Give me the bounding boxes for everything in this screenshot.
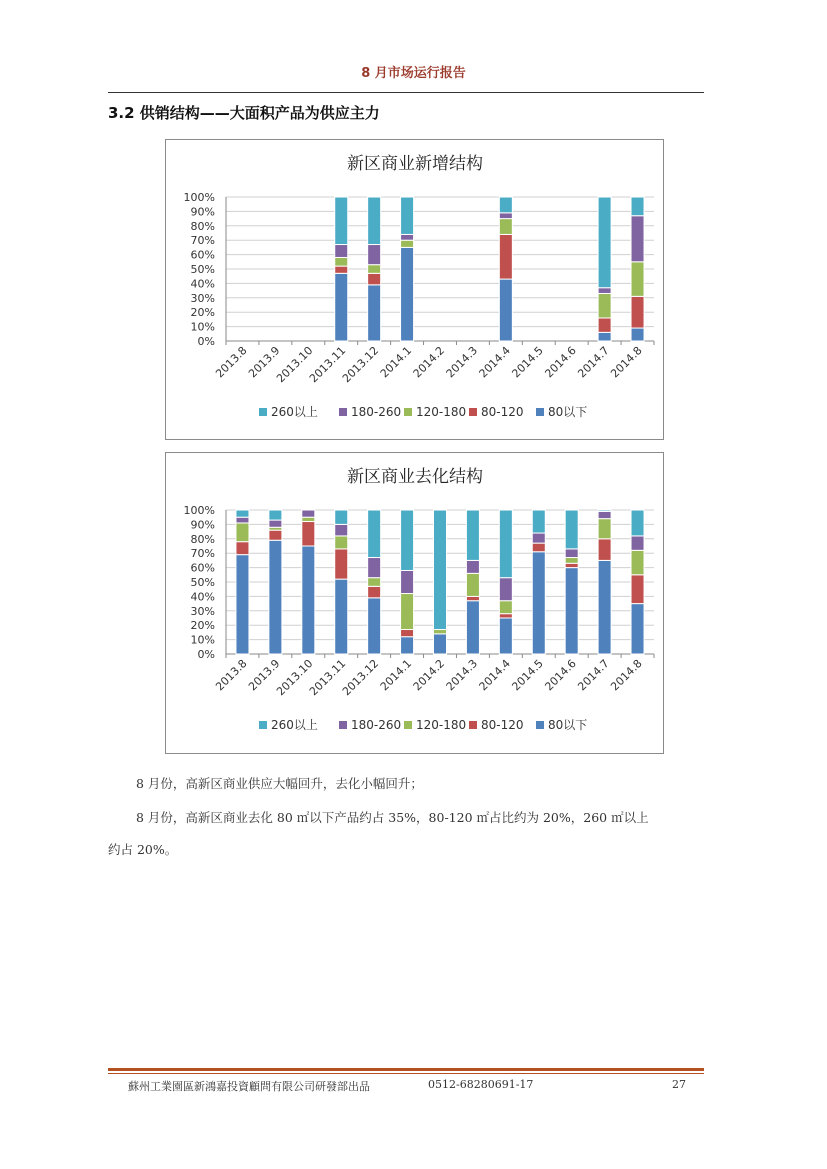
- absorption-chart-bar-2013.8-180-260: [236, 517, 249, 523]
- absorption-chart-ytick-label: 60%: [190, 561, 215, 575]
- absorption-chart-ytick-label: 40%: [190, 590, 215, 604]
- body-paragraph-1: 8 月份，高新区商业供应大幅回升，去化小幅回升；: [136, 776, 423, 791]
- supply-chart-xtick-label: 2014.7: [575, 343, 612, 381]
- absorption-chart-ytick-label: 20%: [190, 619, 215, 633]
- absorption-chart-bar-2013.11-80以下: [335, 579, 348, 654]
- supply-chart-legend-label: 80-120: [481, 405, 524, 419]
- absorption-chart-bar-2014.4-80-120: [499, 614, 512, 618]
- absorption-chart-bar-2014.2-260以上: [434, 510, 447, 630]
- supply-chart-xtick-label: 2014.6: [542, 343, 579, 381]
- absorption-chart-legend-swatch: [339, 721, 347, 729]
- absorption-chart-bar-2013.11-120-180: [335, 536, 348, 549]
- absorption-chart-xtick-label: 2014.2: [410, 656, 448, 694]
- supply-chart-xtick-label: 2014.5: [509, 343, 546, 381]
- supply-chart-bar-2014.7-80-120: [598, 318, 611, 332]
- absorption-chart-bar-2014.8-80以下: [631, 604, 644, 654]
- absorption-chart-bar-2014.2-80以下: [434, 634, 447, 654]
- absorption-chart-bar-2014.7-120-180: [598, 519, 611, 539]
- supply-chart-xtick-label: 2014.1: [377, 343, 415, 381]
- supply-chart-bar-2014.8-180-260: [631, 216, 644, 262]
- absorption-chart-bar-2013.8-80-120: [236, 542, 249, 555]
- absorption-chart-bar-2014.8-120-180: [631, 550, 644, 574]
- supply-chart-legend-label: 180-260: [351, 405, 402, 419]
- supply-chart-bar-2014.1-80以下: [401, 247, 414, 341]
- absorption-chart-bar-2014.6-80-120: [565, 563, 578, 567]
- absorption-chart-xtick-label: 2013.8: [213, 656, 250, 694]
- supply-chart-bar-2013.11-80以下: [335, 273, 348, 341]
- absorption-chart-bar-2014.6-80以下: [565, 568, 578, 654]
- absorption-chart-legend-label: 120-180: [416, 718, 467, 732]
- absorption-chart-bar-2013.10-80-120: [302, 522, 315, 546]
- absorption-chart-ytick-label: 0%: [197, 648, 215, 661]
- supply-chart-bar-2013.12-80以下: [368, 285, 381, 341]
- supply-chart-bar-2013.12-80-120: [368, 273, 381, 285]
- absorption-chart-svg: [166, 453, 663, 753]
- supply-chart-legend-swatch: [469, 408, 477, 416]
- absorption-chart-bar-2014.7-180-260: [598, 511, 611, 518]
- absorption-chart-bar-2013.11-80-120: [335, 549, 348, 579]
- supply-chart-xtick-label: 2014.2: [410, 343, 448, 381]
- supply-chart-ytick-label: 60%: [190, 248, 215, 262]
- footer-phone: 0512-68280691-17: [428, 1078, 534, 1091]
- absorption-chart-ytick-label: 50%: [190, 576, 215, 589]
- absorption-chart-bar-2013.12-180-260: [368, 558, 381, 578]
- absorption-chart-bar-2013.10-120-180: [302, 517, 315, 521]
- absorption-chart-bar-2014.3-80-120: [466, 596, 479, 600]
- absorption-chart-xtick-label: 2013.10: [274, 656, 316, 699]
- absorption-structure-chart: [165, 452, 664, 754]
- supply-chart-xtick-label: 2013.11: [306, 343, 349, 386]
- page-header-title: 8 月市场运行报告: [361, 66, 466, 81]
- absorption-chart-bar-2014.7-80-120: [598, 539, 611, 561]
- supply-chart-legend-label: 80以下: [548, 405, 588, 419]
- absorption-chart-bar-2013.9-80-120: [269, 530, 282, 540]
- supply-chart-bar-2014.8-80以下: [631, 328, 644, 341]
- absorption-chart-ytick-label: 10%: [190, 633, 215, 647]
- supply-chart-bar-2014.4-120-180: [499, 219, 512, 235]
- absorption-chart-xtick-label: 2014.3: [443, 656, 481, 694]
- supply-chart-ytick-label: 40%: [190, 277, 215, 291]
- absorption-chart-xtick-label: 2014.8: [608, 656, 645, 694]
- absorption-chart-bar-2014.3-80以下: [466, 601, 479, 654]
- supply-chart-bar-2013.11-80-120: [335, 266, 348, 273]
- absorption-chart-bar-2014.1-120-180: [401, 594, 414, 630]
- absorption-chart-bar-2014.6-120-180: [565, 558, 578, 564]
- supply-chart-ytick-label: 90%: [190, 205, 215, 219]
- supply-chart-bar-2013.11-120-180: [335, 257, 348, 266]
- absorption-chart-bar-2014.1-260以上: [401, 510, 414, 570]
- supply-chart-legend-swatch: [339, 408, 347, 416]
- absorption-chart-bar-2014.5-260以上: [532, 510, 545, 533]
- absorption-chart-xtick-label: 2014.1: [377, 656, 415, 694]
- supply-chart-bar-2014.1-120-180: [401, 240, 414, 247]
- supply-chart-bar-2014.7-260以上: [598, 197, 611, 288]
- supply-chart-bar-2014.4-80以下: [499, 279, 512, 341]
- absorption-chart-bar-2014.7-260以上: [598, 510, 611, 511]
- absorption-chart-legend-swatch: [536, 721, 544, 729]
- absorption-chart-bar-2014.1-180-260: [401, 570, 414, 593]
- footer-divider-thick: [108, 1068, 704, 1071]
- new-supply-chart-svg: [166, 140, 663, 439]
- supply-chart-ytick-label: 0%: [197, 335, 215, 348]
- absorption-chart-bar-2013.12-80以下: [368, 598, 381, 654]
- absorption-chart-legend-swatch: [259, 721, 267, 729]
- absorption-chart-bar-2014.2-120-180: [434, 630, 447, 634]
- absorption-chart-xtick-label: 2013.11: [306, 656, 349, 699]
- absorption-chart-bar-2013.8-120-180: [236, 523, 249, 542]
- supply-chart-bar-2014.4-180-260: [499, 213, 512, 219]
- absorption-chart-bar-2014.6-260以上: [565, 510, 578, 549]
- absorption-chart-legend-label: 80-120: [481, 718, 524, 732]
- absorption-chart-xtick-label: 2014.5: [509, 656, 546, 694]
- supply-chart-legend-swatch: [536, 408, 544, 416]
- footer-page-number: 27: [672, 1078, 686, 1091]
- footer-divider-thin: [108, 1073, 704, 1074]
- absorption-chart-bar-2014.4-120-180: [499, 601, 512, 614]
- supply-chart-bar-2014.7-180-260: [598, 288, 611, 294]
- absorption-chart-bar-2013.12-80-120: [368, 586, 381, 598]
- supply-chart-legend-swatch: [259, 408, 267, 416]
- supply-chart-bar-2014.7-120-180: [598, 293, 611, 317]
- absorption-chart-bar-2014.8-260以上: [631, 510, 644, 536]
- supply-chart-bar-2014.4-260以上: [499, 197, 512, 213]
- new-supply-structure-chart: [165, 139, 664, 440]
- body-paragraph-3: 约占 20%。: [108, 842, 178, 857]
- absorption-chart-bar-2014.3-180-260: [466, 560, 479, 573]
- absorption-chart-legend-label: 260以上: [271, 718, 318, 732]
- absorption-chart-bar-2013.9-80以下: [269, 540, 282, 654]
- absorption-chart-legend-swatch: [469, 721, 477, 729]
- header-divider: [108, 92, 704, 93]
- supply-chart-ytick-label: 30%: [190, 291, 215, 305]
- absorption-chart-bar-2014.6-180-260: [565, 549, 578, 558]
- absorption-chart-bar-2014.8-180-260: [631, 536, 644, 550]
- supply-chart-bar-2014.4-80-120: [499, 234, 512, 279]
- absorption-chart-legend-label: 80以下: [548, 718, 588, 732]
- supply-chart-ytick-label: 100%: [183, 191, 215, 204]
- absorption-chart-bar-2013.12-260以上: [368, 510, 381, 558]
- supply-chart-bar-2014.8-260以上: [631, 197, 644, 216]
- supply-chart-ytick-label: 10%: [190, 320, 215, 334]
- absorption-chart-bar-2014.5-180-260: [532, 533, 545, 543]
- absorption-chart-bar-2013.11-260以上: [335, 510, 348, 524]
- supply-chart-xtick-label: 2013.10: [274, 343, 316, 386]
- absorption-chart-bar-2013.10-180-260: [302, 510, 315, 517]
- absorption-chart-bar-2014.7-80以下: [598, 560, 611, 654]
- supply-chart-ytick-label: 50%: [190, 263, 215, 276]
- absorption-chart-bar-2013.9-260以上: [269, 510, 282, 520]
- supply-chart-bar-2014.1-180-260: [401, 234, 414, 240]
- supply-chart-title: 新区商业新增结构: [347, 154, 483, 174]
- supply-chart-bar-2013.11-180-260: [335, 245, 348, 258]
- absorption-chart-ytick-label: 80%: [190, 532, 215, 546]
- supply-chart-bar-2014.8-120-180: [631, 262, 644, 297]
- supply-chart-bar-2014.1-260以上: [401, 197, 414, 234]
- supply-chart-bar-2013.12-120-180: [368, 265, 381, 274]
- absorption-chart-ytick-label: 70%: [190, 547, 215, 561]
- absorption-chart-bar-2014.8-80-120: [631, 575, 644, 604]
- absorption-chart-bar-2014.5-80以下: [532, 552, 545, 654]
- absorption-chart-bar-2014.3-120-180: [466, 573, 479, 596]
- supply-chart-bar-2013.11-260以上: [335, 197, 348, 245]
- absorption-chart-bar-2014.4-180-260: [499, 578, 512, 601]
- absorption-chart-xtick-label: 2014.4: [476, 656, 513, 694]
- absorption-chart-ytick-label: 90%: [190, 518, 215, 532]
- absorption-chart-legend-label: 180-260: [351, 718, 402, 732]
- supply-chart-ytick-label: 70%: [190, 234, 215, 248]
- absorption-chart-bar-2014.5-80-120: [532, 543, 545, 552]
- absorption-chart-bar-2013.8-260以上: [236, 510, 249, 517]
- absorption-chart-title: 新区商业去化结构: [347, 467, 483, 487]
- absorption-chart-bar-2014.1-80以下: [401, 637, 414, 654]
- absorption-chart-bar-2013.9-180-260: [269, 520, 282, 527]
- absorption-chart-ytick-label: 30%: [190, 604, 215, 618]
- absorption-chart-bar-2014.4-260以上: [499, 510, 512, 578]
- absorption-chart-xtick-label: 2013.9: [246, 656, 283, 694]
- supply-chart-xtick-label: 2013.12: [339, 343, 382, 386]
- absorption-chart-bar-2013.11-180-260: [335, 524, 348, 536]
- absorption-chart-xtick-label: 2014.6: [542, 656, 579, 694]
- supply-chart-bar-2014.8-80-120: [631, 296, 644, 328]
- supply-chart-bar-2013.12-180-260: [368, 245, 381, 265]
- supply-chart-xtick-label: 2014.3: [443, 343, 481, 381]
- supply-chart-ytick-label: 20%: [190, 306, 215, 320]
- supply-chart-xtick-label: 2014.4: [476, 343, 513, 381]
- supply-chart-legend-label: 120-180: [416, 405, 467, 419]
- footer-company: 蘇州工業園區新鴻嘉投資顧問有限公司研發部出品: [128, 1080, 370, 1093]
- supply-chart-xtick-label: 2014.8: [608, 343, 645, 381]
- body-paragraph-2: 8 月份，高新区商业去化 80 ㎡以下产品约占 35%，80-120 ㎡占比约为 20%，260 ㎡以上: [136, 810, 649, 825]
- supply-chart-ytick-label: 80%: [190, 219, 215, 233]
- absorption-chart-bar-2014.4-80以下: [499, 618, 512, 654]
- absorption-chart-bar-2013.12-120-180: [368, 578, 381, 587]
- supply-chart-bar-2013.12-260以上: [368, 197, 381, 245]
- supply-chart-bar-2014.7-80以下: [598, 332, 611, 341]
- supply-chart-legend-swatch: [404, 408, 412, 416]
- absorption-chart-bar-2014.1-80-120: [401, 630, 414, 637]
- absorption-chart-xtick-label: 2014.7: [575, 656, 612, 694]
- absorption-chart-bar-2014.3-260以上: [466, 510, 479, 560]
- section-heading: 3.2 供销结构——大面积产品为供应主力: [108, 104, 380, 122]
- supply-chart-xtick-label: 2013.9: [246, 343, 283, 381]
- absorption-chart-ytick-label: 100%: [183, 504, 215, 517]
- absorption-chart-xtick-label: 2013.12: [339, 656, 382, 699]
- supply-chart-legend-label: 260以上: [271, 405, 318, 419]
- absorption-chart-legend-swatch: [404, 721, 412, 729]
- supply-chart-xtick-label: 2013.8: [213, 343, 250, 381]
- absorption-chart-bar-2013.10-80以下: [302, 546, 315, 654]
- absorption-chart-bar-2013.8-80以下: [236, 555, 249, 654]
